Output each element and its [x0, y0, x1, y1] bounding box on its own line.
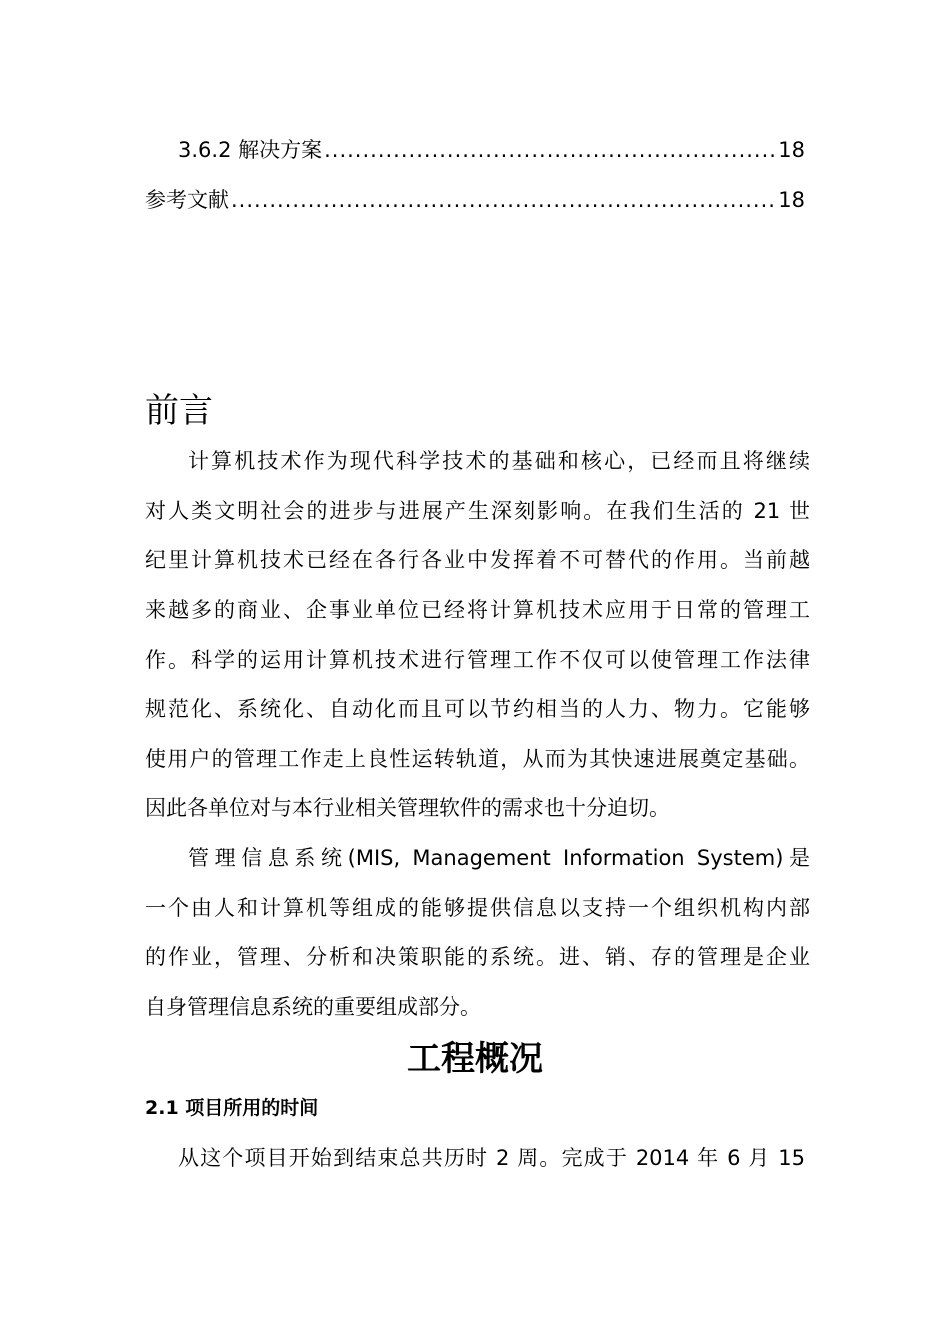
paragraph-line: 纪里计算机技术已经在各行各业中发挥着不可替代的作用。当前越 — [145, 548, 810, 572]
toc-entry[interactable] — [145, 185, 805, 215]
toc-dot-leader — [324, 135, 776, 165]
paragraph-line: 的作业，管理、分析和决策职能的系统。进、销、存的管理是企业 — [145, 945, 810, 969]
paragraph-line: 一个由人和计算机等组成的能够提供信息以支持一个组织机构内部 — [145, 896, 810, 920]
section-heading: 2.1 项目所用的时间 — [145, 1097, 319, 1119]
paragraph-line: 作。科学的运用计算机技术进行管理工作不仅可以使管理工作法律 — [145, 648, 810, 672]
paragraph-line: 因此各单位对与本行业相关管理软件的需求也十分迫切。 — [145, 796, 670, 820]
foreword-heading: 前言 — [145, 391, 213, 431]
paragraph-line: 规范化、系统化、自动化而且可以节约相当的人力、物力。它能够 — [145, 697, 810, 721]
toc-dot-leader — [231, 185, 776, 215]
paragraph-line: 来越多的商业、企事业单位已经将计算机技术应用于日常的管理工 — [145, 598, 810, 622]
paragraph-line: 从这个项目开始到结束总共历时 2 周。完成于 2014 年 6 月 15 — [178, 1146, 805, 1170]
paragraph-line: 使用户的管理工作走上良性运转轨道，从而为其快速进展奠定基础。 — [145, 747, 810, 771]
paragraph-line: 管理信息系统(MIS, Management Information System)是 — [188, 846, 810, 870]
toc-entry[interactable] — [178, 135, 805, 165]
paragraph-line: 自身管理信息系统的重要组成部分。 — [145, 995, 481, 1019]
toc-entry-page: 18 — [778, 138, 805, 162]
toc-entry-label: 参考文献 — [145, 188, 229, 212]
toc-entry-label: 3.6.2 解决方案 — [178, 138, 323, 162]
toc-entry-page: 18 — [778, 188, 805, 212]
paragraph-line: 对人类文明社会的进步与进展产生深刻影响。在我们生活的 21 世 — [145, 499, 810, 523]
paragraph-line: 计算机技术作为现代科学技术的基础和核心，已经而且将继续 — [188, 449, 810, 473]
chapter-heading: 工程概况 — [407, 1039, 543, 1079]
